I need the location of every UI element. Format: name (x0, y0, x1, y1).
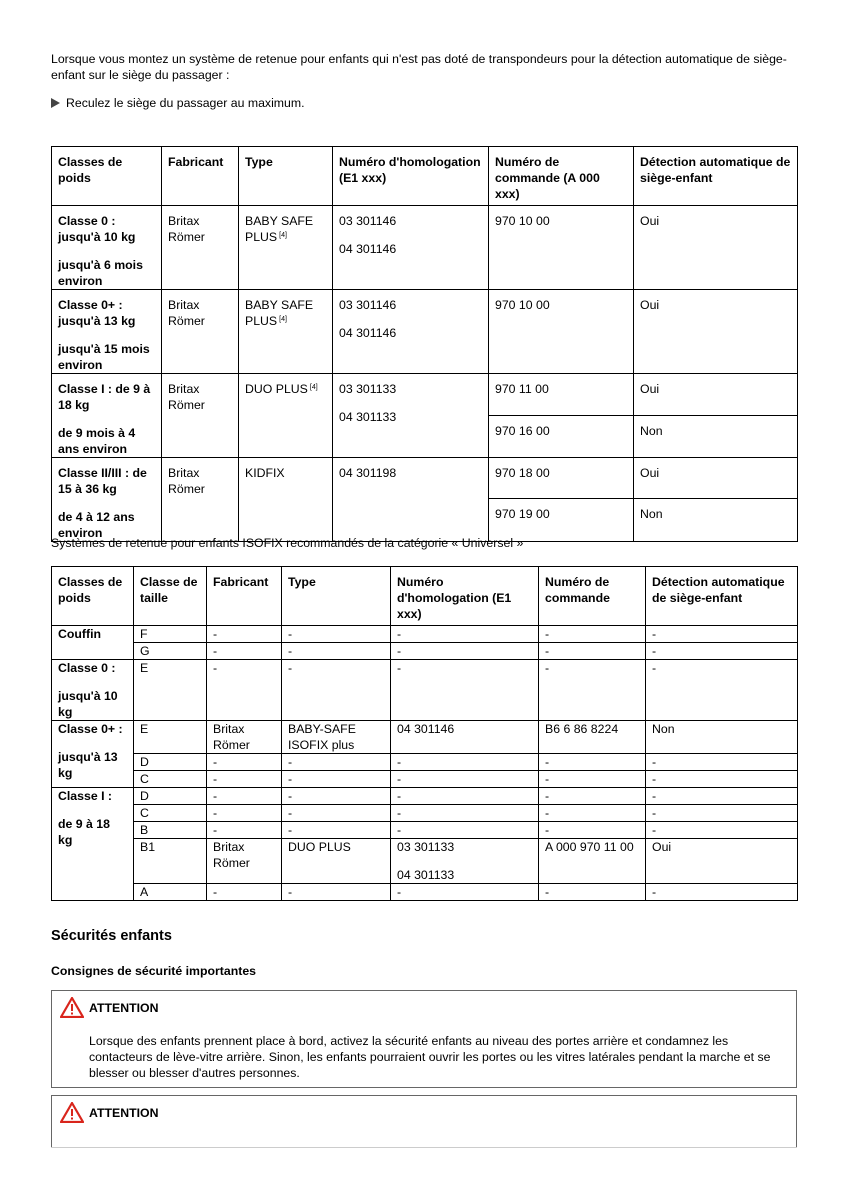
warning-text: Lorsque des enfants prennent place à bord, activez la sécurité enfants au niveau des portes arrière et condamnez les contacteurs de lève-vitre arrière. Sinon, les enfants pourraient ouvrir les portes ou les vitres latérales pendant la marche et se blesser ou blesser d'autres personnes. (89, 1034, 771, 1080)
table-header-cell: Numéro de commande (539, 567, 646, 626)
auto-detection: Oui (634, 458, 798, 499)
table-row (52, 771, 798, 788)
warning-title: ATTENTION (89, 1106, 159, 1120)
dash-cell: - (207, 643, 282, 660)
size-class: C (134, 771, 207, 788)
approval-number: 03 301133 (339, 382, 397, 396)
approval-number: 04 301146 (339, 326, 397, 340)
table-row (52, 643, 798, 660)
age-range: de 4 à 12 ans environ (58, 510, 135, 540)
dash-cell: - (391, 643, 539, 660)
order-number: 970 11 00 (489, 374, 634, 416)
table-row (52, 788, 798, 805)
table-header-cell: Type (239, 147, 333, 206)
order-number: 970 16 00 (489, 416, 634, 458)
manufacturer: Britax Römer (207, 721, 282, 754)
dash-cell: - (539, 788, 646, 805)
order-number: A 000 970 11 00 (539, 839, 646, 884)
table-row (52, 822, 798, 839)
weight-class: Classe I : de 9 à 18 kg (58, 382, 151, 412)
isofix-table (51, 566, 798, 901)
size-class: C (134, 805, 207, 822)
auto-detection: Oui (634, 206, 798, 290)
dash-cell: - (391, 626, 539, 643)
dash-cell: - (539, 822, 646, 839)
dash-cell: - (539, 643, 646, 660)
table-row (52, 754, 798, 771)
dash-cell: - (646, 805, 798, 822)
table-header-row (52, 567, 798, 626)
seat-type: BABY-SAFE ISOFIX plus (282, 721, 391, 754)
dash-cell: - (539, 771, 646, 788)
dash-cell: - (539, 626, 646, 643)
step-item (51, 96, 305, 110)
warning-box (51, 990, 797, 1088)
table-header-cell: Fabricant (207, 567, 282, 626)
seat-type: DUO PLUS (282, 839, 391, 884)
dash-cell: - (207, 805, 282, 822)
footnote-ref: [4] (309, 384, 318, 391)
order-number: 970 18 00 (489, 458, 634, 499)
table-row (52, 374, 798, 416)
age-range: jusqu'à 15 mois environ (58, 342, 150, 372)
dash-cell: - (207, 788, 282, 805)
dash-cell: - (207, 771, 282, 788)
auto-detection: Oui (634, 374, 798, 416)
size-class: A (134, 884, 207, 901)
size-class: B1 (134, 839, 207, 884)
warning-box (51, 1095, 797, 1148)
dash-cell: - (539, 805, 646, 822)
footnote-ref: [4] (279, 232, 287, 239)
dash-cell: - (646, 771, 798, 788)
step-text: Reculez le siège du passager au maximum. (66, 96, 305, 110)
table-row (52, 290, 798, 374)
dash-cell: - (282, 643, 391, 660)
table-header-row (52, 147, 798, 206)
dash-cell: - (646, 626, 798, 643)
auto-detection: Non (646, 721, 798, 754)
table-header-cell: Numéro d'homologation (E1 xxx) (333, 147, 489, 206)
table-header-cell: Classe de taille (134, 567, 207, 626)
weight-class: Classe 0+ : jusqu'à 13 kg (58, 298, 136, 328)
auto-detection: Non (634, 416, 798, 458)
table-header-cell: Détection automatique de siège-enfant (646, 567, 798, 626)
approval-number: 04 301133 (397, 868, 455, 882)
table-header-cell: Fabricant (162, 147, 239, 206)
warning-triangle-icon (60, 1102, 84, 1123)
dash-cell: - (282, 754, 391, 771)
table-row (52, 660, 798, 721)
age-range: jusqu'à 6 mois environ (58, 258, 143, 288)
table-row (52, 206, 798, 290)
child-seat-table (51, 146, 798, 542)
seat-type: BABY SAFE PLUS (245, 214, 314, 244)
manufacturer: Britax Römer (162, 290, 239, 374)
weight-class-label: Classe 0 : (58, 661, 116, 675)
table-header-cell: Classes de poids (58, 575, 123, 605)
size-class: F (134, 626, 207, 643)
order-number: 970 10 00 (489, 290, 634, 374)
size-class: D (134, 754, 207, 771)
dash-cell: - (282, 805, 391, 822)
dash-cell: - (282, 884, 391, 901)
auto-detection: Oui (634, 290, 798, 374)
dash-cell: - (391, 822, 539, 839)
weight-class (52, 626, 134, 660)
weight-class (52, 788, 134, 901)
table-header-cell: Détection automatique de siège-enfant (634, 147, 798, 206)
weight-class-label: Classe 0+ : (58, 722, 123, 736)
intro-text: Lorsque vous montez un système de retenue pour enfants qui n'est pas doté de transpondeurs pour la détection automatique de siège-enfant sur le siège du passager : (51, 52, 787, 82)
approval-number: 04 301133 (339, 410, 397, 424)
weight-range: jusqu'à 10 kg (58, 689, 118, 719)
warning-triangle-icon (60, 997, 84, 1018)
section-title: Sécurités enfants (51, 928, 172, 944)
table-row (52, 884, 798, 901)
approval-number: 03 301146 (339, 298, 397, 312)
dash-cell: - (282, 660, 391, 721)
approval-number: 03 301133 (397, 840, 455, 854)
dash-cell: - (391, 754, 539, 771)
weight-class: Classe 0 : jusqu'à 10 kg (58, 214, 136, 244)
dash-cell: - (282, 771, 391, 788)
weight-class: Classe II/III : de 15 à 36 kg (58, 466, 147, 496)
page-divider (51, 1147, 797, 1148)
approval-number: 03 301146 (339, 214, 397, 228)
weight-range: de 9 à 18 kg (58, 817, 110, 847)
dash-cell: - (391, 660, 539, 721)
subsection-title: Consignes de sécurité importantes (51, 964, 257, 978)
table-row (52, 805, 798, 822)
dash-cell: - (539, 884, 646, 901)
footnote-ref: [4] (279, 316, 287, 323)
table-row (52, 839, 798, 884)
order-number: B6 6 86 8224 (539, 721, 646, 754)
weight-class-label: Classe I : (58, 789, 112, 803)
approval-number: 04 301146 (391, 721, 539, 754)
approval-number: 04 301146 (339, 242, 397, 256)
seat-type: BABY SAFE PLUS (245, 298, 314, 328)
weight-class (52, 721, 134, 788)
order-number: 970 19 00 (489, 499, 634, 542)
dash-cell: - (391, 788, 539, 805)
dash-cell: - (646, 660, 798, 721)
dash-cell: - (207, 754, 282, 771)
table-header-cell: Classes de poids (58, 155, 123, 185)
dash-cell: - (391, 771, 539, 788)
manufacturer: Britax Römer (162, 206, 239, 290)
auto-detection: Non (634, 499, 798, 542)
size-class: E (134, 721, 207, 754)
dash-cell: - (646, 884, 798, 901)
table-header-cell: Numéro d'homologation (E1 xxx) (391, 567, 539, 626)
size-class: E (134, 660, 207, 721)
dash-cell: - (207, 822, 282, 839)
approval-number: 04 301198 (333, 458, 489, 542)
seat-type: KIDFIX (245, 466, 285, 480)
size-class: D (134, 788, 207, 805)
order-number: 970 10 00 (489, 206, 634, 290)
isofix-caption: Systèmes de retenue pour enfants ISOFIX recommandés de la catégorie « Universel » (51, 536, 524, 550)
size-class: B (134, 822, 207, 839)
manufacturer: Britax Römer (162, 458, 239, 542)
table-row (52, 458, 798, 499)
dash-cell: - (391, 805, 539, 822)
dash-cell: - (207, 660, 282, 721)
dash-cell: - (646, 822, 798, 839)
table-row (52, 721, 798, 754)
age-range: de 9 mois à 4 ans environ (58, 426, 136, 456)
manufacturer: Britax Römer (207, 839, 282, 884)
dash-cell: - (207, 884, 282, 901)
dash-cell: - (646, 643, 798, 660)
warning-title: ATTENTION (89, 1001, 159, 1015)
auto-detection: Oui (646, 839, 798, 884)
triangle-bullet-icon (51, 98, 60, 108)
table-header-cell: Numéro de commande (A 000 xxx) (489, 147, 634, 206)
manufacturer: Britax Römer (162, 374, 239, 458)
table-row (52, 626, 798, 643)
size-class: G (134, 643, 207, 660)
seat-type: DUO PLUS (245, 382, 308, 396)
dash-cell: - (646, 788, 798, 805)
dash-cell: - (282, 788, 391, 805)
dash-cell: - (539, 660, 646, 721)
dash-cell: - (282, 626, 391, 643)
dash-cell: - (646, 754, 798, 771)
table-header-cell: Type (282, 567, 391, 626)
dash-cell: - (207, 626, 282, 643)
dash-cell: - (391, 884, 539, 901)
weight-class (52, 660, 134, 721)
dash-cell: - (539, 754, 646, 771)
weight-class-label: Couffin (58, 627, 102, 641)
weight-range: jusqu'à 13 kg (58, 750, 118, 780)
dash-cell: - (282, 822, 391, 839)
